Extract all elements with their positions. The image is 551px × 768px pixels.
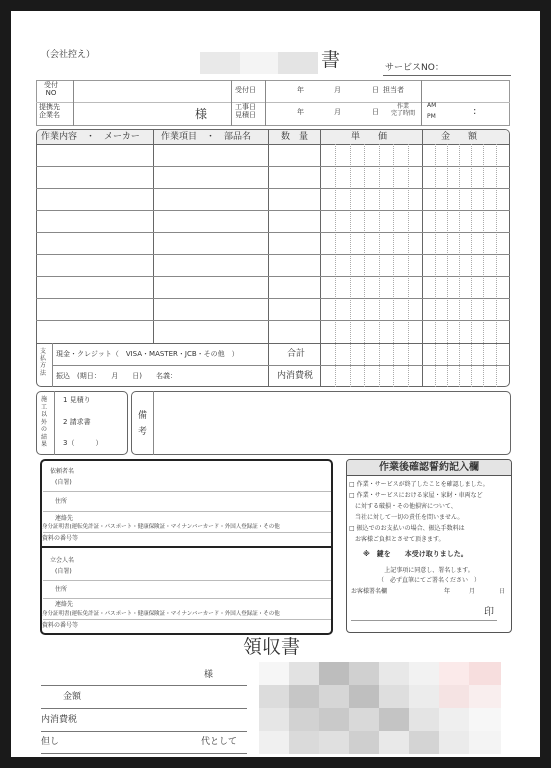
remarks-box [131,391,511,455]
tantou-label: 担当者 [383,86,404,94]
kouji-year: 年 [297,108,304,116]
header-item-part: 作業項目 ・ 部品名 [161,132,252,142]
consumption-tax-label: 内消費税 [277,371,314,381]
uketsuke-month: 月 [334,86,341,94]
header-quantity: 数 量 [281,132,309,142]
requester-id-docs: 身分証明書(運転免許証・パスポート・健康保険証・マイナンバーカード・外国人登録証・その他 [42,524,280,530]
table-row [36,320,510,321]
time-colon: : [473,106,477,117]
pledge-agree-2: （ 必ず直筆にてご署名ください ） [377,577,480,584]
seal-mark: 印 [484,607,494,618]
receipt-title: 領収書 [243,636,301,658]
witness-self-sign: (自署) [55,568,72,575]
requester-address-label: 住所 [55,498,68,505]
sign-year: 年 [444,588,451,595]
uketsuke-year: 年 [297,86,304,94]
table-row [36,166,510,167]
service-no-underline [383,75,511,76]
pledge-line-5: □ 振込でのお支払いの場合、振込手数料は [349,525,465,532]
payment-line-2: 振込 (期日： 月 日) 名義： [56,372,177,380]
remarks-label: 備 考 [138,411,148,438]
header-work-maker: 作業内容 ・ メーカー [41,132,140,142]
info-block [36,80,510,126]
other-results-label: 施工以外の結果 [41,396,48,448]
key-received-line: ※ 鍵を 本受け取りました。 [363,550,468,558]
completion-time-label: 作業 完了時間 [391,103,416,117]
pledge-title: 作業後確認誓約記入欄 [379,462,479,473]
invoice-sheet [11,11,540,757]
total-label: 合計 [287,349,306,359]
receipt-stamp-mosaic [259,662,501,754]
kouji-month: 月 [334,108,341,116]
table-row [36,232,510,233]
other-item-estimate: 1 見積り [63,396,91,404]
table-row [36,254,510,255]
witness-name-label: 立会人名 [50,557,75,564]
witness-address-label: 住所 [55,586,68,593]
customer-sign-label: お客様署名欄 [351,588,388,595]
am-label: AM [427,102,437,109]
pledge-line-4: 当社に対して一切の責任を問いません。 [349,514,464,521]
uketsuke-day: 日 [372,86,379,94]
work-table [36,129,510,387]
title-suffix: 書 [321,49,341,71]
company-name-mosaic [200,52,318,74]
requester-contact-label: 連絡先 [55,515,74,522]
receipt-tax-label: 内消費税 [41,715,78,725]
table-row [36,210,510,211]
table-row [36,276,510,277]
partner-company-label: 提携先 企業名 [39,103,60,119]
table-row [36,343,510,344]
header-unit-price: 単 価 [351,132,388,142]
pm-label: PM [427,113,436,120]
table-row [36,188,510,189]
pledge-line-3: に対する破損・その他損害について、 [349,503,457,510]
requester-self-sign: (自署) [55,479,72,486]
header-amount: 金 額 [441,132,478,142]
table-row [36,298,510,299]
pledge-line-1: □ 作業・サービスが終了したことを確認しました。 [349,481,489,488]
requester-name-label: 依頼者名 [50,468,75,475]
requester-id-number-label: 資料の番号等 [42,535,79,542]
witness-id-docs: 身分証明書(運転免許証・パスポート・健康保険証・マイナンバーカード・外国人登録証・その他 [42,611,280,617]
payment-line-1: 現金・クレジット（ VISA・MASTER・JCB・その他 ） [56,350,239,358]
sign-month: 月 [469,588,476,595]
receipt-sama: 様 [204,670,214,680]
receipt-amount-label: 金額 [63,692,82,702]
pledge-line-6: お客様ご負担とさせて頂きます。 [349,536,445,543]
uketsuke-no-label: 受付 NO [44,81,58,97]
receipt-tadashi-label: 但し [41,737,60,747]
copy-label: （会社控え） [41,50,96,60]
witness-id-number-label: 資料の番号等 [42,622,79,629]
payment-method-label: 支払方法 [40,348,47,377]
service-no-label: サービスNO： [385,63,444,73]
witness-contact-label: 連絡先 [55,601,74,608]
kouji-date-label: 工事日 見積日 [235,103,256,119]
kouji-day: 日 [372,108,379,116]
sign-day: 日 [499,588,506,595]
pledge-line-2: □ 作業・サービスにおける家屋・家財・車両など [349,492,483,499]
sama-label: 様 [195,107,208,121]
uketsuke-date-label: 受付日 [235,86,256,94]
pledge-agree-1: 上記事項に同意し、署名します。 [384,567,474,574]
other-item-invoice: 2 請求書 [63,418,91,426]
other-item-other: 3（ ） [63,439,103,447]
receipt-daitoshite-label: 代として [201,737,238,747]
